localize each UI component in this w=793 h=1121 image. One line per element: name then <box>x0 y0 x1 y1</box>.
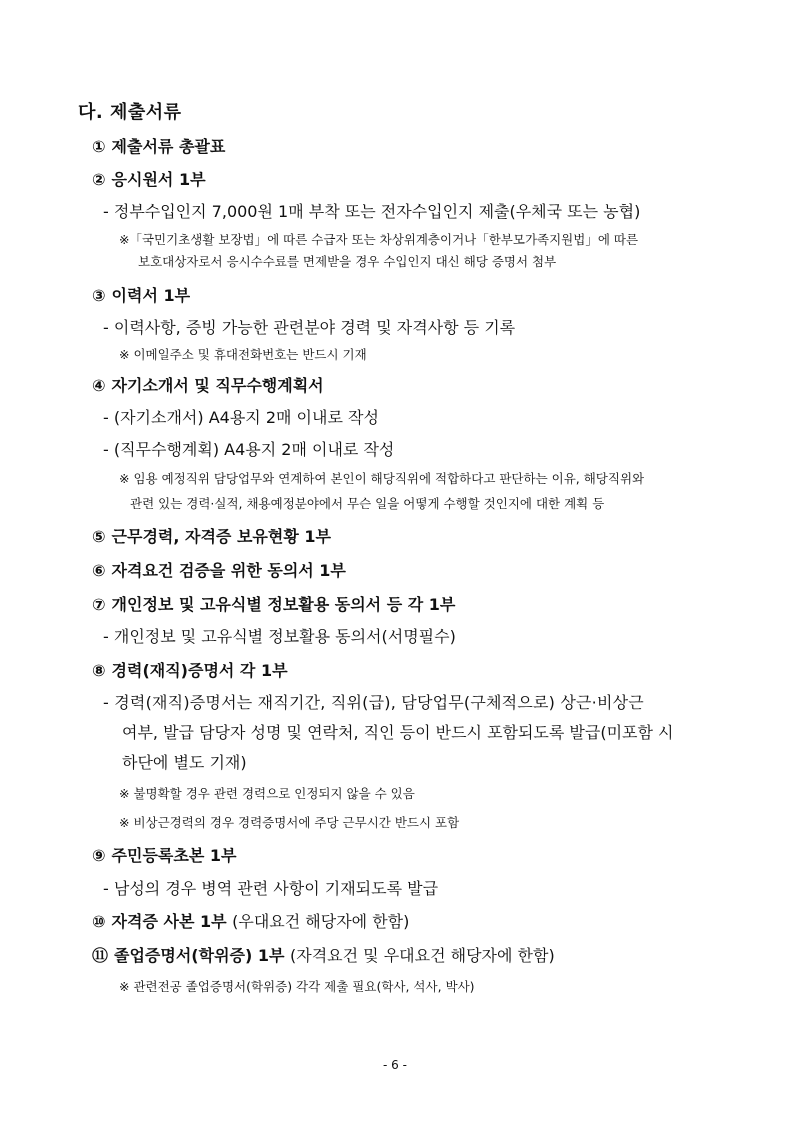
item-4-detail-2: - (직무수행계획) A4용지 2매 이내로 작성 <box>103 440 395 459</box>
item-heading-5 <box>92 524 331 547</box>
item-heading-10 <box>92 909 409 932</box>
item-number: ⑥ <box>92 561 106 580</box>
item-title: 응시원서 1부 <box>111 170 206 189</box>
item-2-detail: - 정부수입인지 7,000원 1매 부착 또는 전자수입인지 제출(우체국 또는 농협) <box>103 202 641 221</box>
item-heading-2 <box>92 167 206 190</box>
item-number: ⑧ <box>92 661 106 680</box>
item-heading-9 <box>92 843 236 866</box>
page-number: - 6 - <box>383 1058 407 1072</box>
item-9-detail: - 남성의 경우 병역 관련 사항이 기재되도록 발급 <box>103 879 439 898</box>
item-title: 근무경력, 자격증 보유현황 1부 <box>111 527 331 546</box>
item-title: 자기소개서 및 직무수행계획서 <box>111 376 324 395</box>
item-title: 개인정보 및 고유식별 정보활용 동의서 등 각 1부 <box>111 595 456 614</box>
item-title: 졸업증명서(학위증) 1부 <box>114 946 285 965</box>
item-title: 주민등록초본 1부 <box>111 846 237 865</box>
item-number: ⑦ <box>92 595 106 614</box>
item-heading-1 <box>92 134 225 157</box>
item-heading-6 <box>92 558 346 581</box>
item-title: 자격증 사본 1부 <box>111 912 227 931</box>
item-heading-11 <box>92 943 555 966</box>
item-number: ⑨ <box>92 846 106 865</box>
item-heading-4 <box>92 373 324 396</box>
item-number: ② <box>92 170 106 189</box>
item-8-detail-line-3: 하단에 별도 기재) <box>122 753 247 772</box>
item-title: 제출서류 총괄표 <box>111 137 226 156</box>
item-number: ⑪ <box>92 946 109 965</box>
item-3-detail: - 이력사항, 증빙 가능한 관련분야 경력 및 자격사항 등 기록 <box>103 318 516 337</box>
item-4-detail-1: - (자기소개서) A4용지 2매 이내로 작성 <box>103 408 379 427</box>
item-number: ⑩ <box>92 912 106 931</box>
item-number: ⑤ <box>92 527 106 546</box>
item-number: ④ <box>92 376 106 395</box>
item-11-note: ※ 관련전공 졸업증명서(학위증) 각각 제출 필요(학사, 석사, 박사) <box>119 979 475 994</box>
item-heading-3 <box>92 283 190 306</box>
item-8-note-2: ※ 비상근경력의 경우 경력증명서에 주당 근무시간 반드시 포함 <box>119 815 460 830</box>
item-8-detail-line-2: 여부, 발급 담당자 성명 및 연락처, 직인 등이 반드시 포함되도록 발급(미포함 시 <box>122 723 674 742</box>
item-heading-8 <box>92 658 288 681</box>
item-title: 자격요건 검증을 위한 동의서 1부 <box>111 561 346 580</box>
item-2-note-line-2: 보호대상자로서 응시수수료를 면제받을 경우 수입인지 대신 해당 증명서 첨부 <box>138 254 557 269</box>
item-title: 이력서 1부 <box>111 286 191 305</box>
item-8-note-1: ※ 불명확할 경우 관련 경력으로 인정되지 않을 수 있음 <box>119 786 415 801</box>
item-7-detail: - 개인정보 및 고유식별 정보활용 동의서(서명필수) <box>103 627 456 646</box>
item-number: ① <box>92 137 106 156</box>
item-title: 경력(재직)증명서 각 1부 <box>111 661 288 680</box>
item-number: ③ <box>92 286 106 305</box>
item-2-note-line-1: ※「국민기초생활 보장법」에 따른 수급자 또는 차상위계층이거나「한부모가족지원법」에 따른 <box>119 232 639 247</box>
section-title: 다. 제출서류 <box>78 102 182 123</box>
item-8-detail-line-1: - 경력(재직)증명서는 재직기간, 직위(급), 담당업무(구체적으로) 상근·비상근 <box>103 693 644 712</box>
item-4-note-line-2: 관련 있는 경력·실적, 채용예정분야에서 무슨 일을 어떻게 수행할 것인지에 대한 계획 등 <box>130 496 605 511</box>
item-note: (자격요건 및 우대요건 해당자에 한함) <box>290 946 555 965</box>
item-4-note-line-1: ※ 임용 예정직위 담당업무와 연계하여 본인이 해당직위에 적합하다고 판단하는 이유, 해당직위와 <box>119 471 645 486</box>
item-note: (우대요건 해당자에 한함) <box>232 912 410 931</box>
item-heading-7 <box>92 592 455 615</box>
item-3-note: ※ 이메일주소 및 휴대전화번호는 반드시 기재 <box>119 347 367 362</box>
